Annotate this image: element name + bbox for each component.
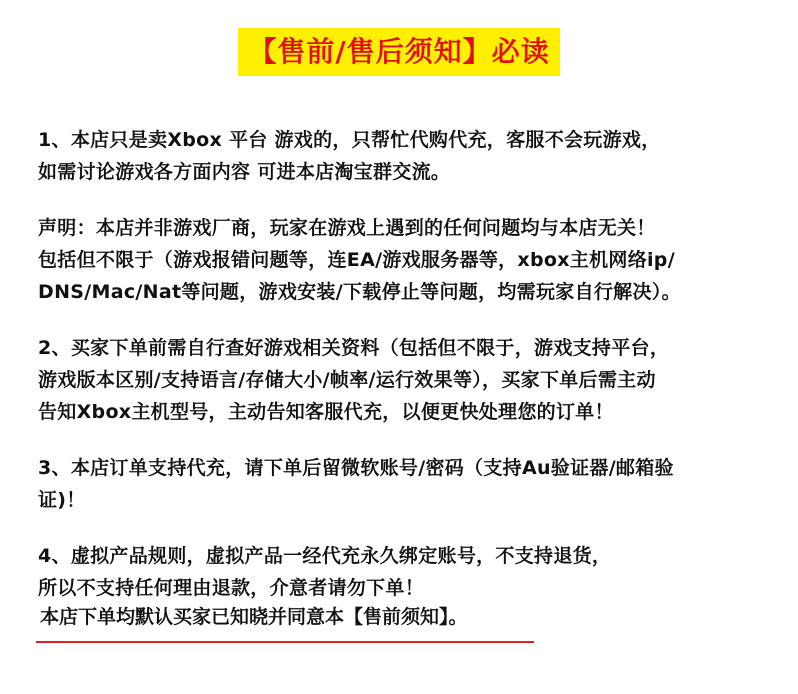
notice-line: 声明：本店并非游戏厂商，玩家在游戏上遇到的任何问题均与本店无关！ [38, 217, 656, 239]
notice-paragraph-1 [38, 124, 778, 188]
notice-body [38, 124, 778, 628]
notice-line: 包括但不限于（游戏报错问题等，连EA/游戏服务器等，xbox主机网络ip/ [38, 249, 675, 271]
notice-paragraph-3 [38, 332, 778, 428]
notice-paragraph-4 [38, 452, 778, 516]
notice-line: 如需讨论游戏各方面内容 可进本店淘宝群交流。 [38, 161, 451, 183]
notice-line: 告知Xbox主机型号，主动告知客服代充，以便更快处理您的订单！ [38, 401, 614, 423]
page-title: 【售前/售后须知】必读 [238, 28, 559, 76]
notice-line: 所以不支持任何理由退款，介意者请勿下单！ [38, 577, 425, 599]
notice-paragraph-2 [38, 212, 778, 308]
footer-underline [36, 641, 534, 643]
notice-line: 3、本店订单支持代充，请下单后留微软账号/密码（支持Au验证器/邮箱验 [38, 457, 674, 479]
notice-paragraph-5 [38, 540, 778, 604]
notice-line: 证)！ [38, 489, 86, 511]
notice-line: 游戏版本区别/支持语言/存储大小/帧率/运行效果等），买家下单后需主动 [38, 369, 656, 391]
notice-line: 4、虚拟产品规则，虚拟产品一经代充永久绑定账号，不支持退货， [38, 545, 612, 567]
notice-line: 2、买家下单前需自行查好游戏相关资料（包括但不限于，游戏支持平台， [38, 337, 670, 359]
footer-statement: 本店下单均默认买家已知晓并同意本【售前须知】。 [40, 606, 468, 628]
title-banner [0, 28, 798, 76]
notice-line: 1、本店只是卖Xbox 平台 游戏的，只帮忙代购代充，客服不会玩游戏， [38, 129, 661, 151]
notice-line: DNS/Mac/Nat等问题，游戏安装/下载停止等问题，均需玩家自行解决）。 [38, 281, 681, 303]
